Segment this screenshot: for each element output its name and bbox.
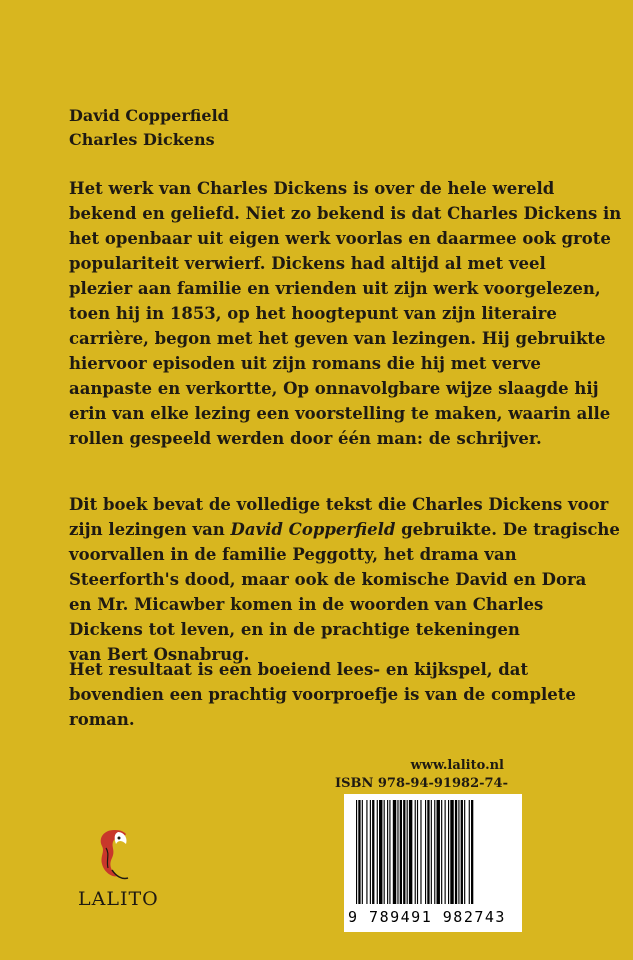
blurb-paragraph-1 xyxy=(69,176,622,451)
blurb-line: van Bert Osnabrug. xyxy=(69,645,250,664)
barcode-bars xyxy=(348,800,518,906)
barcode xyxy=(344,794,522,932)
title-block xyxy=(69,104,229,152)
blurb-line: Het resultaat is een boeiend lees- en kijkspel, dat xyxy=(69,660,529,679)
barcode-bar xyxy=(469,800,470,904)
blurb-line: bovendien een prachtig voorproefje is van de complete xyxy=(69,685,576,704)
blurb-line: Dickens tot leven, en in de prachtige tekeningen xyxy=(69,620,520,639)
barcode-bar xyxy=(366,800,367,904)
blurb-text: gebruikte. De tragische xyxy=(395,520,620,539)
barcode-bar xyxy=(393,800,396,904)
publisher-website: www.lalito.nl xyxy=(410,758,504,773)
lalito-logo-icon xyxy=(92,826,132,886)
barcode-bar xyxy=(445,800,446,904)
blurb-line: bekend en geliefd. Niet zo bekend is dat Charles Dickens in xyxy=(69,204,622,223)
book-title: David Copperfield xyxy=(69,106,229,125)
barcode-bar xyxy=(372,800,374,904)
barcode-bar xyxy=(415,800,416,904)
barcode-bar xyxy=(358,800,360,904)
blurb-line-with-italic xyxy=(69,517,620,542)
blurb-line: voorvallen in de familie Peggotty, het drama van xyxy=(69,545,517,564)
blurb-line: aanpaste en verkortte, Op onnavolgbare wijze slaagde hij xyxy=(69,379,599,398)
barcode-bar xyxy=(384,800,385,904)
blurb-paragraph-3 xyxy=(69,657,579,732)
blurb-line: toen hij in 1853, op het hoogtepunt van zijn literaire xyxy=(69,304,557,323)
barcode-bar xyxy=(437,800,440,904)
barcode-bar xyxy=(441,800,442,904)
blurb-line: Dit boek bevat de volledige tekst die Charles Dickens voor xyxy=(69,495,609,514)
barcode-bar xyxy=(387,800,388,904)
barcode-bar xyxy=(356,800,357,904)
barcode-bar xyxy=(461,800,463,904)
blurb-line: Steerforth's dood, maar ook de komische David en Dora xyxy=(69,570,587,589)
barcode-bar xyxy=(400,800,402,904)
blurb-line: Het werk van Charles Dickens is over de hele wereld xyxy=(69,179,555,198)
book-author: Charles Dickens xyxy=(69,130,215,149)
barcode-bar xyxy=(362,800,363,904)
italic-book-title: David Copperfield xyxy=(230,520,396,539)
barcode-bar xyxy=(397,800,398,904)
blurb-line: plezier aan familie en vrienden uit zijn werk voorgelezen, xyxy=(69,279,601,298)
blurb-line: en Mr. Micawber komen in de woorden van Charles xyxy=(69,595,544,614)
publisher-name: LALITO xyxy=(78,888,159,910)
blurb-line: erin van elke lezing een voorstelling te maken, waarin alle xyxy=(69,404,611,423)
barcode-bar xyxy=(431,800,432,904)
barcode-digits: 9 789491 982743 xyxy=(348,908,506,926)
barcode-bar xyxy=(403,800,405,904)
barcode-bar xyxy=(379,800,382,904)
barcode-bar xyxy=(427,800,429,904)
barcode-bar xyxy=(450,800,453,904)
barcode-bar xyxy=(370,800,371,904)
barcode-bar xyxy=(409,800,412,904)
blurb-line: het openbaar uit eigen werk voorlas en daarmee ook grote xyxy=(69,229,611,248)
barcode-bar xyxy=(389,800,390,904)
blurb-line: populariteit verwierf. Dickens had altijd al met veel xyxy=(69,254,546,273)
blurb-line: hiervoor episoden uit zijn romans die hij met verve xyxy=(69,354,541,373)
barcode-bar xyxy=(458,800,459,904)
barcode-bar xyxy=(420,800,421,904)
blurb-line: carrière, begon met het geven van lezingen. Hij gebruikte xyxy=(69,329,606,348)
blurb-text: zijn lezingen van xyxy=(69,520,231,539)
barcode-bar xyxy=(448,800,449,904)
barcode-bar xyxy=(425,800,426,904)
barcode-bar xyxy=(464,800,465,904)
barcode-bar xyxy=(417,800,418,904)
blurb-paragraph-2 xyxy=(69,492,620,667)
barcode-bar xyxy=(377,800,378,904)
isbn-text: ISBN 978-94-91982-74- xyxy=(335,776,508,791)
barcode-bar xyxy=(471,800,473,904)
barcode-bar xyxy=(407,800,408,904)
blurb-line: roman. xyxy=(69,710,135,729)
blurb-line: rollen gespeeld werden door één man: de schrijver. xyxy=(69,429,542,448)
barcode-bar xyxy=(455,800,457,904)
barcode-bar xyxy=(434,800,435,904)
